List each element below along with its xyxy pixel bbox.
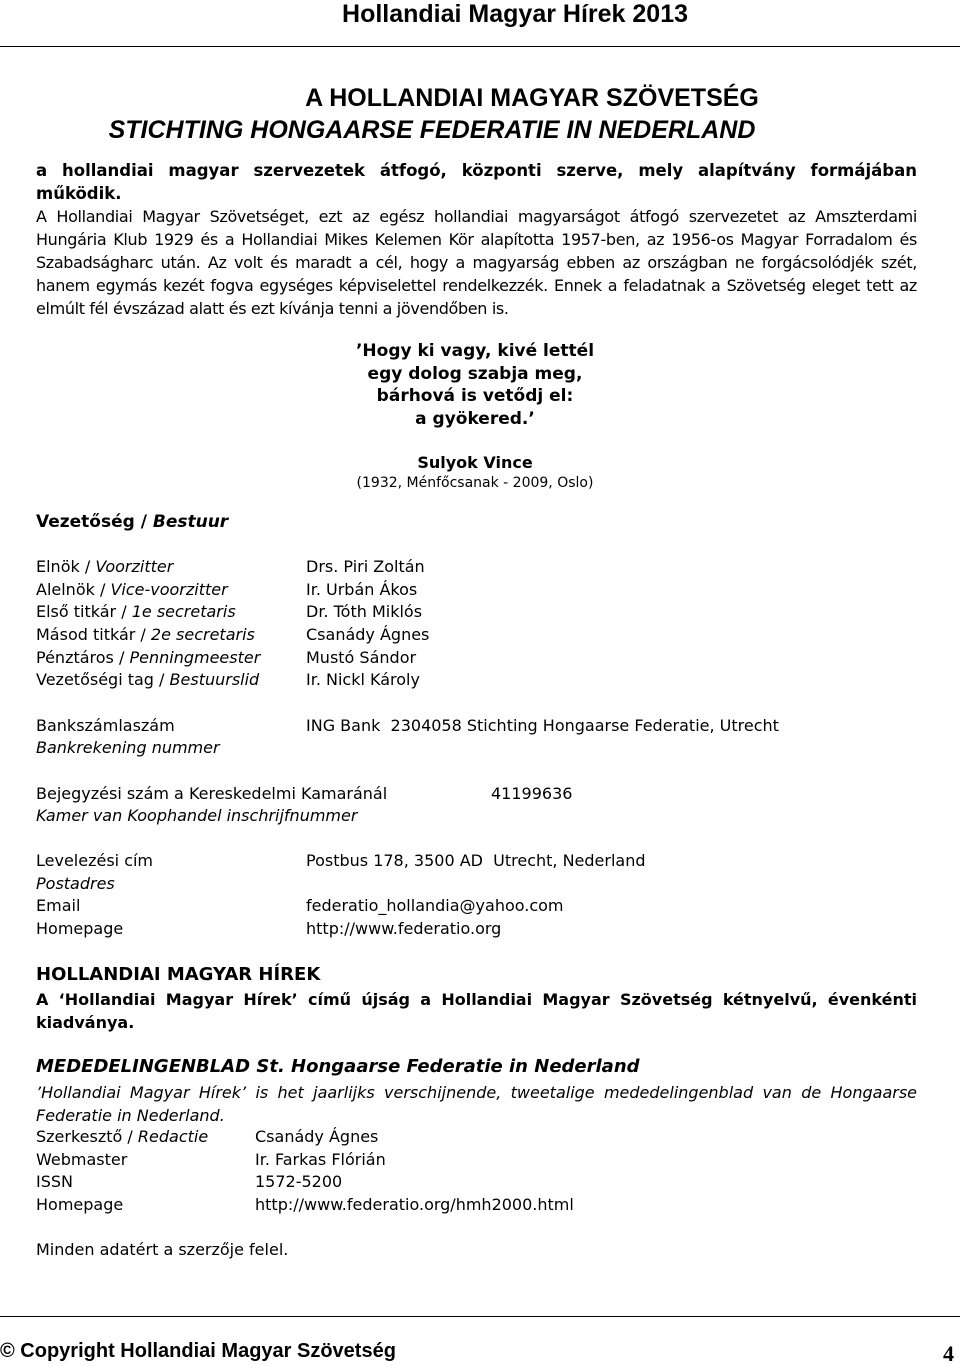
quote-line: a gyökered.’	[415, 408, 535, 429]
role-hu: Másod titkár /	[36, 625, 146, 644]
running-header: Hollandiai Magyar Hírek 2013	[342, 0, 688, 28]
role-nl: Vice-voorzitter	[110, 580, 228, 599]
board-member-name: Ir. Nickl Károly	[306, 670, 420, 689]
role-hu: Vezetőségi tag /	[36, 670, 165, 689]
hmh-heading: HOLLANDIAI MAGYAR HÍREK	[36, 964, 321, 985]
colophon-label	[36, 1127, 208, 1146]
role-nl: Penningmeester	[129, 648, 261, 667]
board-member-name: Mustó Sándor	[306, 648, 417, 667]
role-nl: 1e secretaris	[131, 602, 236, 621]
board-role	[36, 625, 255, 644]
mededelingenblad-text: ’Hollandiai Magyar Hírek’ is het jaarlijks verschijnende, tweetalige mededelingenblad van de Hongaarse Federatie in Nederland.	[36, 1083, 917, 1125]
role-hu: Első titkár /	[36, 602, 127, 621]
colophon-label-hu: Szerkesztő /	[36, 1127, 133, 1146]
board-role	[36, 602, 236, 621]
colophon-label: Webmaster	[36, 1150, 128, 1169]
hmh-text: A ‘Hollandiai Magyar Hírek’ című újság a Hollandiai Magyar Szövetség kétnyelvű, évenkénti kiadványa.	[36, 990, 917, 1032]
body-part-3: Ennek a feladatnak a Szövetség eleget tett az elmúlt fél évszázad alatt és ezt kívánja tenni a jövendőben is.	[36, 276, 917, 318]
homepage-label: Homepage	[36, 919, 124, 938]
colophon-value: Csanády Ágnes	[255, 1127, 379, 1146]
quote-author: Sulyok Vince	[417, 453, 533, 472]
mail-label-nl: Postadres	[36, 874, 115, 893]
board-heading-nl: Bestuur	[152, 512, 229, 532]
colophon-value: Ir. Farkas Flórián	[255, 1150, 386, 1169]
page-number: 4	[943, 1341, 954, 1366]
intro-paragraph: a hollandiai magyar szervezetek átfogó, központi szerve, mely alapítvány formájában működik.	[36, 161, 917, 203]
quote-line: bárhová is vetődj el:	[376, 386, 574, 406]
quote-line: ’Hogy ki vagy, kivé lettél	[355, 341, 595, 361]
disclaimer: Minden adatért a szerzője felel.	[36, 1240, 289, 1259]
email-link[interactable]: federatio_hollandia@yahoo.com	[306, 896, 564, 915]
bank-label-hu: Bankszámlaszám	[36, 716, 175, 735]
email-label: Email	[36, 896, 81, 915]
board-role	[36, 557, 173, 576]
role-nl: Voorzitter	[95, 557, 174, 576]
board-member-name: Ir. Urbán Ákos	[306, 580, 418, 599]
bank-label-nl: Bankrekening nummer	[36, 738, 220, 757]
document-subtitle: STICHTING HONGAARSE FEDERATIE IN NEDERLAND	[108, 116, 756, 144]
board-role	[36, 670, 259, 689]
mail-value: Postbus 178, 3500 AD Utrecht, Nederland	[306, 851, 646, 870]
board-member-name: Drs. Piri Zoltán	[306, 557, 425, 576]
role-hu: Elnök /	[36, 557, 91, 576]
colophon-label: ISSN	[36, 1172, 73, 1191]
role-hu: Alelnök /	[36, 580, 106, 599]
body-part-2: Az volt és maradt a cél, hogy a magyarság ebben az országban ne forgácsolódjék szét, hanem egymás kezét fogva egységes képviselettel rendelkezzék.	[36, 253, 918, 295]
footer-copyright: © Copyright Hollandiai Magyar Szövetség	[0, 1340, 396, 1362]
board-member-name: Csanády Ágnes	[306, 625, 430, 644]
footer-rule	[0, 1316, 960, 1317]
board-heading-hu: Vezetőség /	[36, 512, 147, 532]
role-hu: Pénztáros /	[36, 648, 125, 667]
registration-value: 41199636	[491, 784, 573, 803]
registration-label-nl: Kamer van Koophandel inschrijfnummer	[36, 806, 358, 825]
colophon-label-nl: Redactie	[137, 1127, 209, 1146]
colophon-homepage-link[interactable]: http://www.federatio.org/hmh2000.html	[255, 1195, 574, 1214]
mail-label-hu: Levelezési cím	[36, 851, 154, 870]
body-paragraph	[36, 205, 917, 320]
bank-value: ING Bank 2304058 Stichting Hongaarse Federatie, Utrecht	[306, 716, 779, 735]
quote-line: egy dolog szabja meg,	[367, 363, 583, 384]
board-member-name: Dr. Tóth Miklós	[306, 602, 423, 621]
quote-block	[300, 340, 650, 430]
homepage-link[interactable]: http://www.federatio.org	[306, 919, 502, 938]
colophon-label: Homepage	[36, 1195, 124, 1214]
board-role	[36, 580, 228, 599]
registration-label-hu: Bejegyzési szám a Kereskedelmi Kamaránál	[36, 784, 388, 803]
header-rule	[0, 46, 960, 47]
mededelingenblad-heading: MEDEDELINGENBLAD St. Hongaarse Federatie in Nederland	[36, 1056, 640, 1077]
role-nl: 2e secretaris	[150, 625, 255, 644]
document-title: A HOLLANDIAI MAGYAR SZÖVETSÉG	[305, 84, 759, 112]
board-role	[36, 648, 260, 667]
role-nl: Bestuurslid	[169, 670, 260, 689]
colophon-value: 1572-5200	[255, 1172, 343, 1191]
quote-author-dates: (1932, Ménfőcsanak - 2009, Oslo)	[356, 475, 594, 491]
board-heading	[36, 512, 228, 532]
body-part-1: A Hollandiai Magyar Szövetséget, ezt az egész hollandiai magyarságot átfogó szervezetet az Amszterdami Hungária Klub 1929 és a Hollandiai Mikes Kelemen Kör alapította 1957-ben, az 1956-os Magyar Forradalom és Szabadságharc után.	[36, 207, 917, 272]
